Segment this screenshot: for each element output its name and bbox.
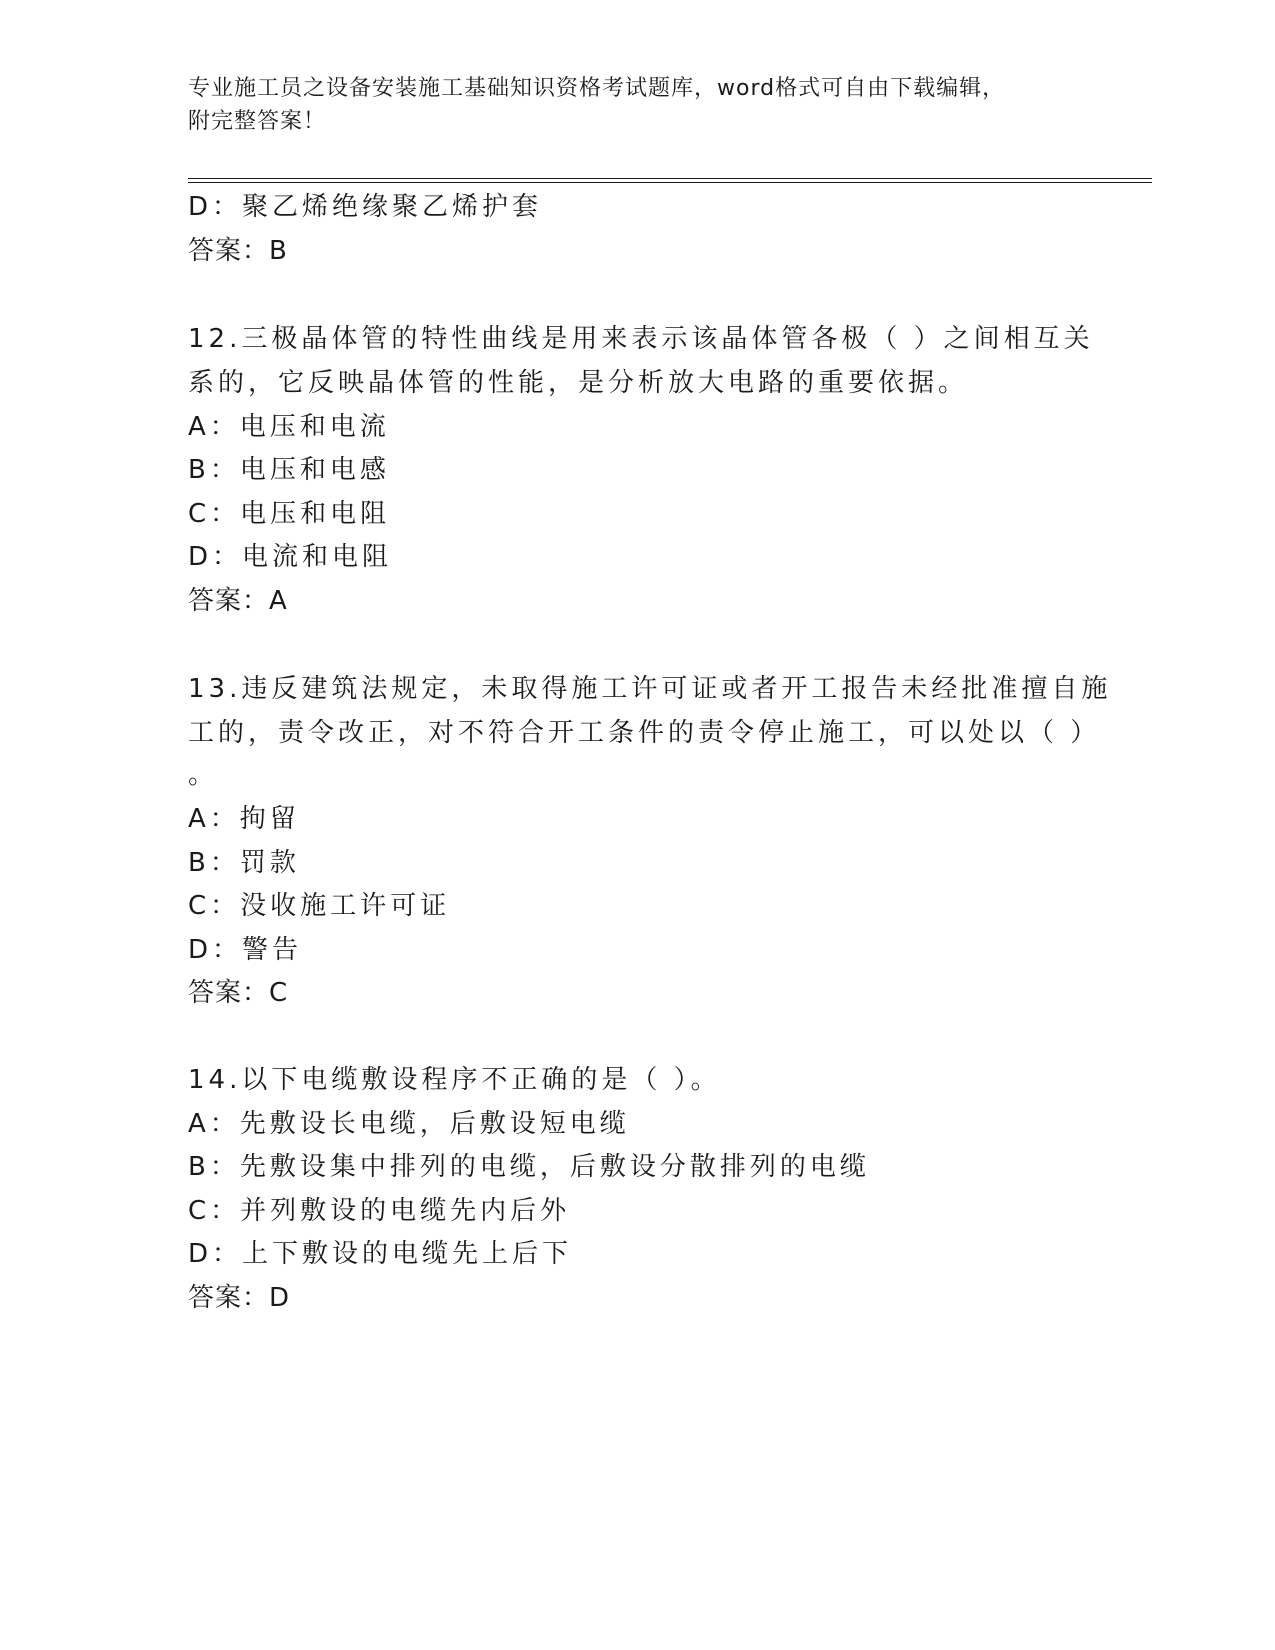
- header-line-2: 附完整答案！: [188, 109, 327, 134]
- q13-stem-line-2: 工的，责令改正，对不符合开工条件的责令停止施工，可以处以（ ）: [188, 718, 1101, 748]
- q14-option-c: C：并列敷设的电缆先内后外: [188, 1196, 571, 1226]
- q13-option-a: A：拘留: [188, 804, 300, 834]
- q12-option-d: D：电流和电阻: [188, 542, 393, 572]
- q14-option-a: A：先敷设长电缆，后敷设短电缆: [188, 1109, 630, 1139]
- q13-option-c: C：没收施工许可证: [188, 891, 451, 921]
- header-divider-bottom: [188, 182, 1152, 183]
- q12-answer: 答案：A: [188, 586, 288, 616]
- q14-stem-line-1: 14.以下电缆敷设程序不正确的是（ ）。: [188, 1065, 721, 1095]
- document-header: [188, 72, 1068, 138]
- q13-answer: 答案：C: [188, 978, 289, 1008]
- q13-stem-line-3: 。: [188, 760, 219, 790]
- q12-option-c: C：电压和电阻: [188, 499, 391, 529]
- q13-option-d: D：警告: [188, 935, 303, 965]
- q12-option-b: B：电压和电感: [188, 455, 390, 485]
- q11-answer: 答案：B: [188, 236, 288, 266]
- q12-stem-line-1: 12.三极晶体管的特性曲线是用来表示该晶体管各极（ ）之间相互关: [188, 324, 1094, 354]
- q11-option-d: D：聚乙烯绝缘聚乙烯护套: [188, 192, 543, 222]
- q13-stem-line-1: 13.违反建筑法规定，未取得施工许可证或者开工报告未经批准擅自施: [188, 674, 1112, 704]
- q12-stem-line-2: 系的，它反映晶体管的性能，是分析放大电路的重要依据。: [188, 368, 969, 398]
- q12-option-a: A：电压和电流: [188, 412, 390, 442]
- header-line-1: 专业施工员之设备安装施工基础知识资格考试题库，word格式可自由下载编辑，: [188, 76, 1006, 101]
- q14-option-b: B：先敷设集中排列的电缆，后敷设分散排列的电缆: [188, 1152, 870, 1182]
- q14-answer: 答案：D: [188, 1283, 291, 1313]
- header-divider-top: [188, 178, 1152, 179]
- q13-option-b: B：罚款: [188, 848, 300, 878]
- q14-option-d: D：上下敷设的电缆先上后下: [188, 1239, 573, 1269]
